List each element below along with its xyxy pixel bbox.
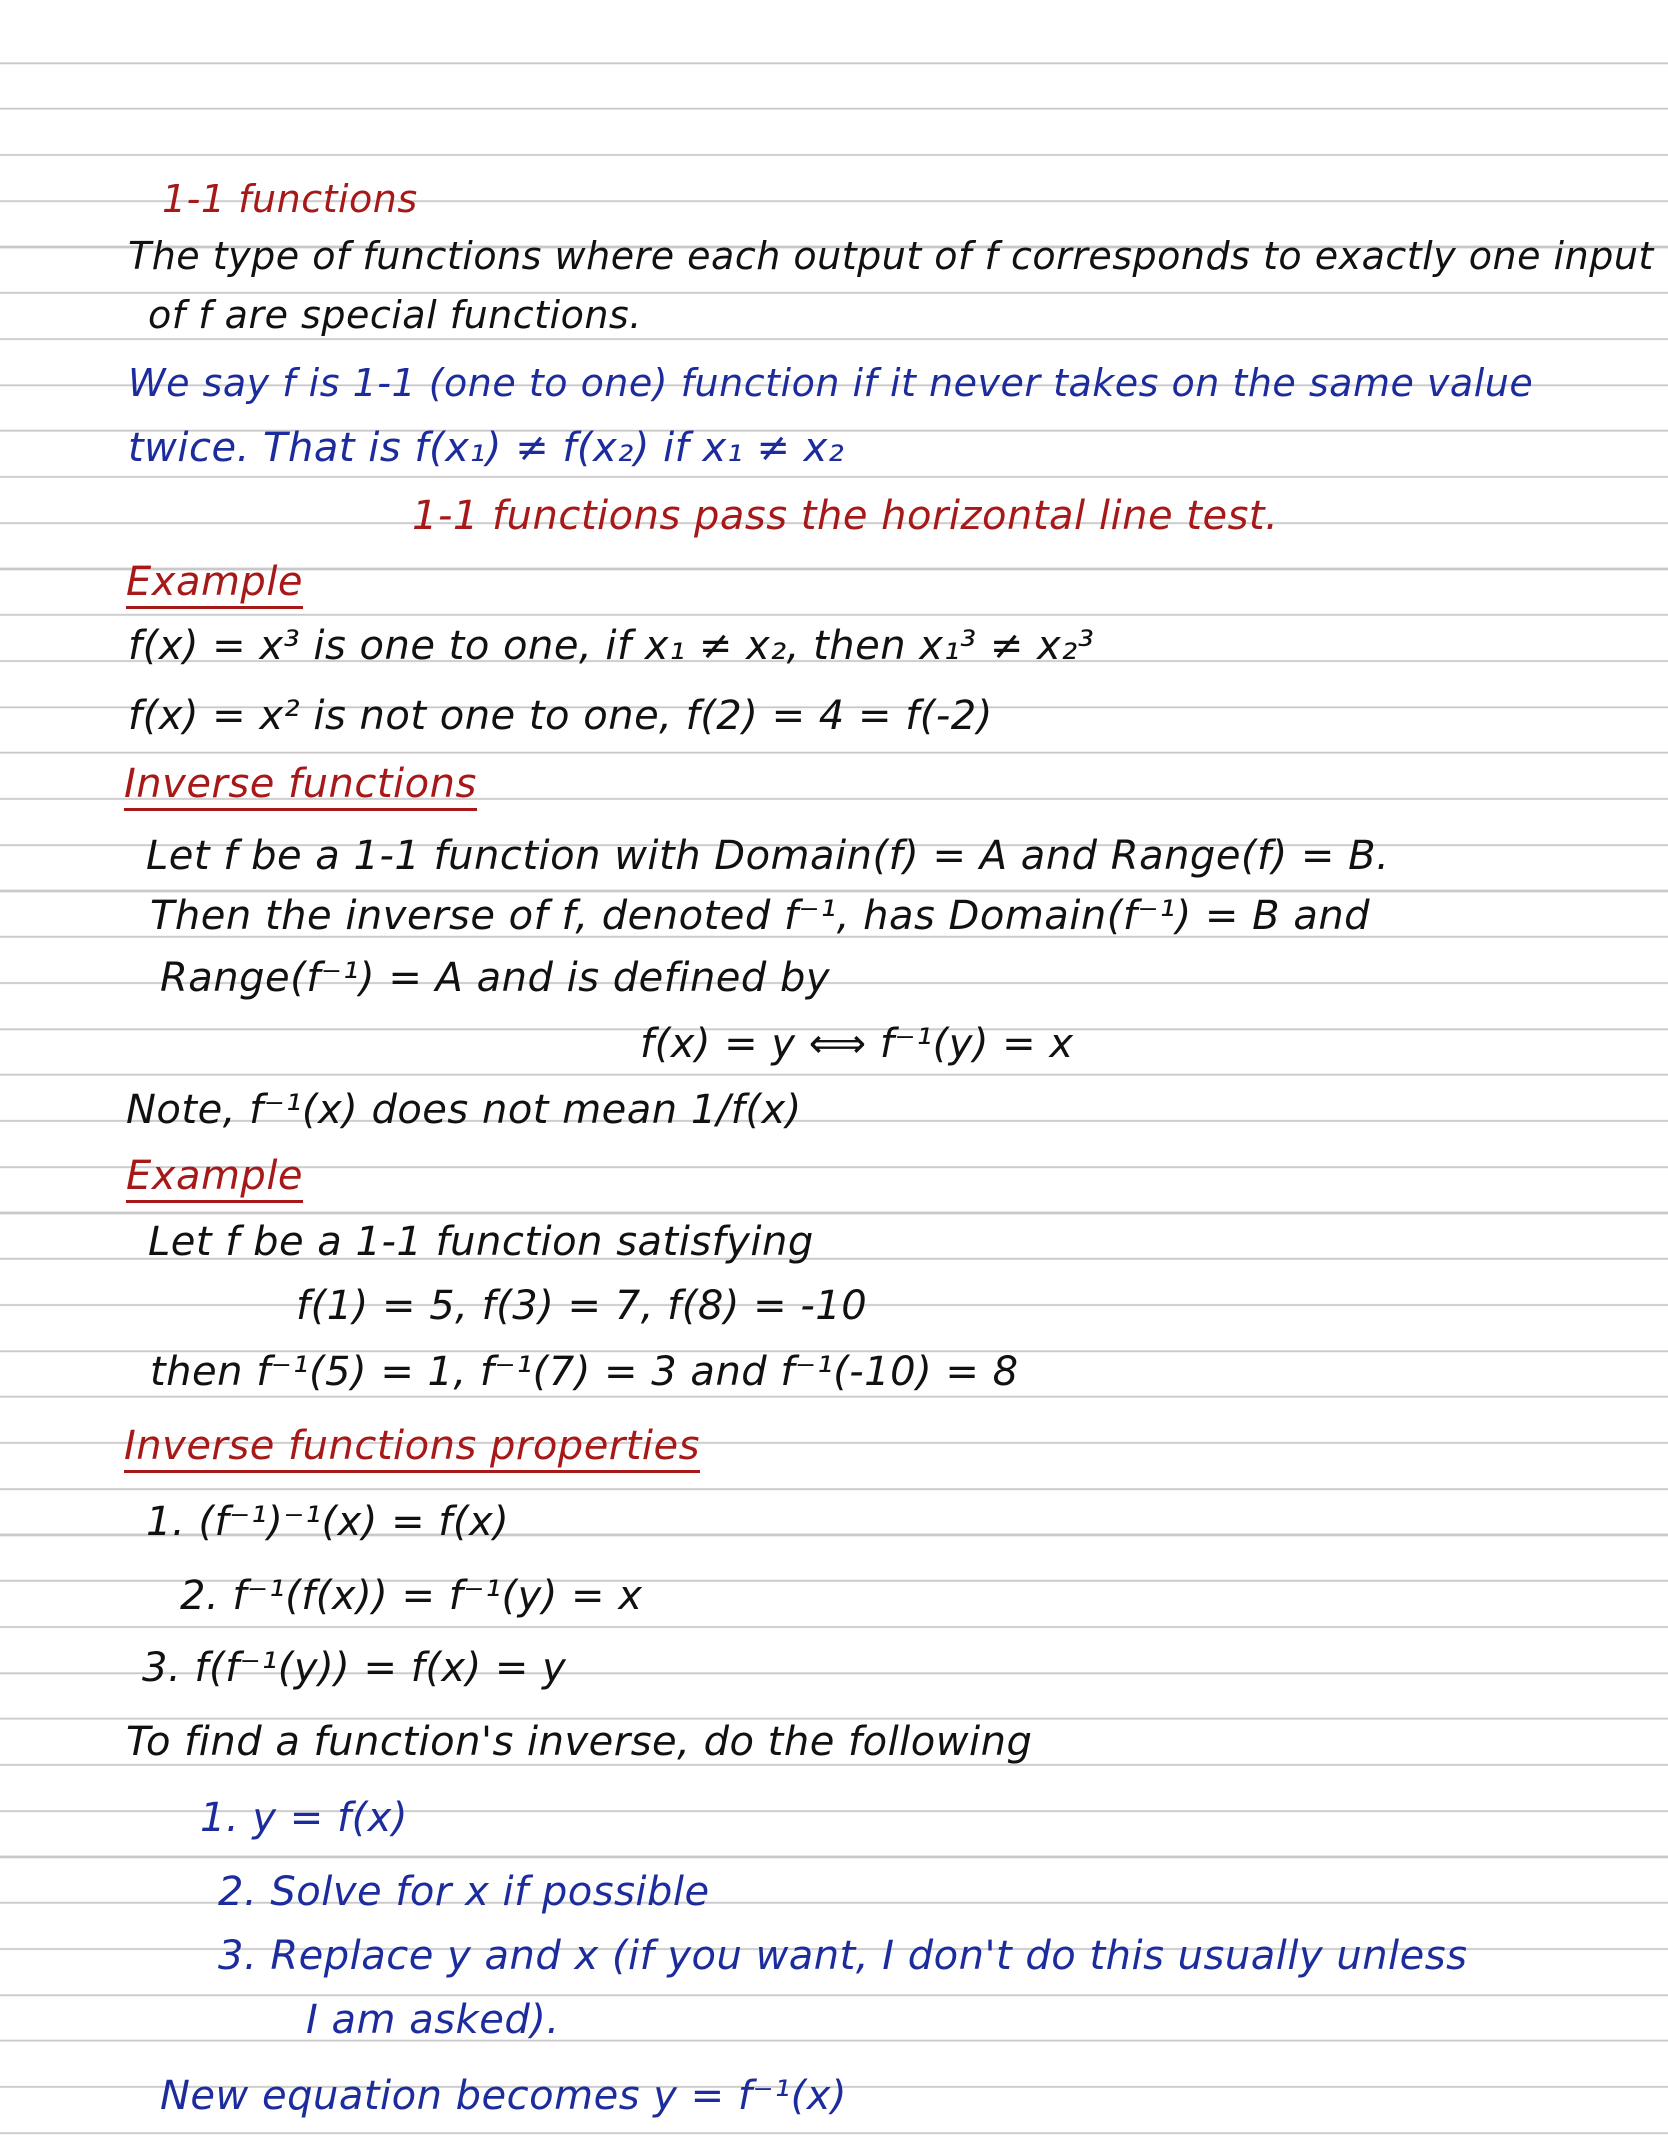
- property-1: 1. (f⁻¹)⁻¹(x) = f(x): [146, 1499, 510, 1545]
- intro-line-1: The type of functions where each output of f corresponds to exactly one input: [128, 234, 1654, 278]
- example-2-inverse-values: then f⁻¹(5) = 1, f⁻¹(7) = 3 and f⁻¹(-10) = 8: [150, 1349, 1019, 1395]
- step-2: 2. Solve for x if possible: [218, 1869, 710, 1915]
- inverse-definition-line-1: Let f be a 1-1 function with Domain(f) = A and Range(f) = B.: [146, 833, 1390, 879]
- property-2: 2. f⁻¹(f(x)) = f⁻¹(y) = x: [180, 1573, 643, 1619]
- property-3: 3. f(f⁻¹(y)) = f(x) = y: [142, 1645, 567, 1691]
- inverse-definition-line-3: Range(f⁻¹) = A and is defined by: [160, 955, 831, 1001]
- definition-line-2: twice. That is f(x₁) ≠ f(x₂) if x₁ ≠ x₂: [128, 425, 845, 471]
- definition-line-1: We say f is 1-1 (one to one) function if it never takes on the same value: [128, 361, 1534, 405]
- title: 1-1 functions: [162, 177, 418, 221]
- example-cubic: f(x) = x³ is one to one, if x₁ ≠ x₂, then x₁³ ≠ x₂³: [128, 623, 1095, 669]
- step-3-line-2: I am asked).: [306, 1997, 560, 2043]
- intro-line-2: of f are special functions.: [148, 293, 642, 337]
- conclusion: New equation becomes y = f⁻¹(x): [160, 2073, 847, 2119]
- inverse-definition-line-2: Then the inverse of f, denoted f⁻¹, has Domain(f⁻¹) = B and: [150, 893, 1371, 939]
- properties-heading: Inverse functions properties: [124, 1426, 700, 1473]
- find-inverse-intro: To find a function's inverse, do the following: [126, 1719, 1033, 1765]
- example-2-values: f(1) = 5, f(3) = 7, f(8) = -10: [296, 1283, 868, 1329]
- note-reciprocal: Note, f⁻¹(x) does not mean 1/f(x): [126, 1087, 802, 1133]
- step-3-line-1: 3. Replace y and x (if you want, I don't do this usually unless: [218, 1933, 1468, 1979]
- step-1: 1. y = f(x): [200, 1795, 408, 1841]
- example-heading: Example: [126, 562, 303, 609]
- inverse-relation: f(x) = y ⟺ f⁻¹(y) = x: [640, 1021, 1074, 1067]
- example-2-heading: Example: [126, 1156, 303, 1203]
- example-square: f(x) = x² is not one to one, f(2) = 4 = f(-2): [128, 693, 993, 739]
- inverse-functions-heading: Inverse functions: [124, 764, 477, 811]
- horizontal-line-test: 1-1 functions pass the horizontal line test.: [412, 493, 1279, 539]
- example-2-line-1: Let f be a 1-1 function satisfying: [148, 1219, 814, 1265]
